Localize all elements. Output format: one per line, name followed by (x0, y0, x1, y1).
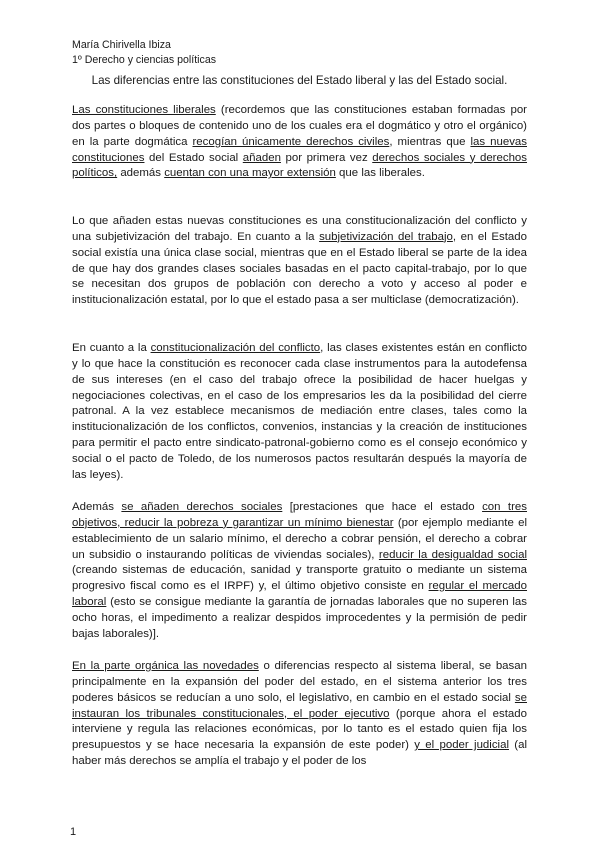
paragraph-liberal-constitutions: Las constituciones liberales (recordemos que las constituciones estaban formadas por dos partes o bloques de contenido uno de los cuales era el dogmático y otro el orgánico) en la parte dogmática recogían únicamente derechos civiles, mientras que las nuevas constituciones del Estado social añaden por primera vez derechos sociales y derechos políticos, además cuentan con una mayor extensión que las liberales. (72, 104, 528, 180)
underlined-phrase: añaden (242, 151, 281, 164)
underlined-phrase: las nuevas constituciones (72, 135, 527, 164)
underlined-phrase: constitucionalización del conflicto (150, 342, 321, 354)
underlined-phrase: se añaden derechos sociales (121, 501, 283, 513)
underlined-phrase: En la parte orgánica las novedades (72, 660, 259, 672)
underlined-phrase: reducir la desigualdad social (378, 548, 527, 561)
underlined-phrase: subjetivización del trabajo (319, 230, 453, 243)
underlined-phrase: regular el mercado laboral (72, 580, 528, 609)
course-name: 1º Derecho y ciencias políticas (72, 54, 217, 66)
underlined-phrase: se instauran los tribunales constitucionales, el poder ejecutivo (72, 691, 527, 720)
paragraph-organic-part: En la parte orgánica las novedades o diferencias respecto al sistema liberal, se basan principalmente en la expansión del poder del estado, en el sistema anterior los tres poderes básicos se reducían a uno solo, el legislativo, en cambio en el estado social se instauran los tribunales constitucionales, el poder ejecutivo (porque ahora el estado interviene y regula las relaciones económicas, por lo tanto es el estado quien fija los presupuestos y se hace necesaria la expansión de este poder) y el poder judicial (al haber más derechos se amplía el trabajo y el poder de los (72, 660, 528, 768)
underlined-phrase: cuentan con una mayor extensión (164, 167, 336, 180)
underlined-phrase: derechos sociales y derechos políticos, (72, 151, 528, 180)
underlined-phrase: recogían únicamente derechos civiles (192, 135, 390, 148)
page-number: 1 (70, 826, 77, 838)
underlined-phrase: con tres objetivos, reducir la pobreza y garantizar un mínimo bienestar (72, 501, 528, 529)
author-name: María Chirivella Ibiza (72, 39, 171, 51)
underlined-phrase: Las constituciones liberales (72, 104, 216, 116)
document-title: Las diferencias entre las constituciones del Estado liberal y las del Estado social. (91, 74, 508, 87)
paragraph-social-rights: Además se añaden derechos sociales [prestaciones que hace el estado con tres objetivos, reducir la pobreza y garantizar un mínimo bienestar (por ejemplo mediante el establecimiento de un salario mínimo, el derecho a cobrar pensión, el derecho a cobrar un subsidio o instaurando políticas de viviendas sociales), reducir la desigualdad social (creando sistemas de educación, sanidad y transporte gratuito o mediante un sistema progresivo fiscal como es el IRPF) y, el último objetivo consiste en regular el mercado laboral (esto se consigue mediante la garantía de jornadas laborales que no superen las ocho horas, el impedimento a realizar despidos improcedentes y la permisión de pedir bajas laborales)]. (72, 501, 528, 640)
paragraph-additions: Lo que añaden estas nuevas constituciones es una constitucionalización del conflicto y una subjetivización del trabajo. En cuanto a la subjetivización del trabajo, en el Estado social existía una única clase social, mientras que en el Estado liberal se parte de la idea de que hay dos grandes clases sociales basadas en el pacto capital-trabajo, por lo que se necesitan dos grupos de población con derecho a voto y acceso al poder e institucionalización estatal, por lo que el estado pasa a ser multiclase (democratización). (72, 215, 527, 307)
underlined-phrase: y el poder judicial (414, 739, 509, 752)
page-header (72, 38, 216, 68)
paragraph-conflict: En cuanto a la constitucionalización del conflicto, las clases existentes están en conflicto y lo que hace la constitución es reconocer cada clase instrumentos para la autodefensa de sus intereses (en el caso del trabajo ofrece la posibilidad de hacer huelgas y negociaciones colectivas, en el caso de los empresarios les da la posibilidad del cierre patronal. A la vez establece mecanismos de mediación entre clases, tales como la institucionalización de los conflictos, convenios, instancias y la creación de instituciones para permitir el pacto entre sindicato-patronal-gobierno como es el consejo económico y social o el pacto de Toledo, de los numerosos pactos resultarán después la mayoría de las leyes). (72, 342, 527, 481)
